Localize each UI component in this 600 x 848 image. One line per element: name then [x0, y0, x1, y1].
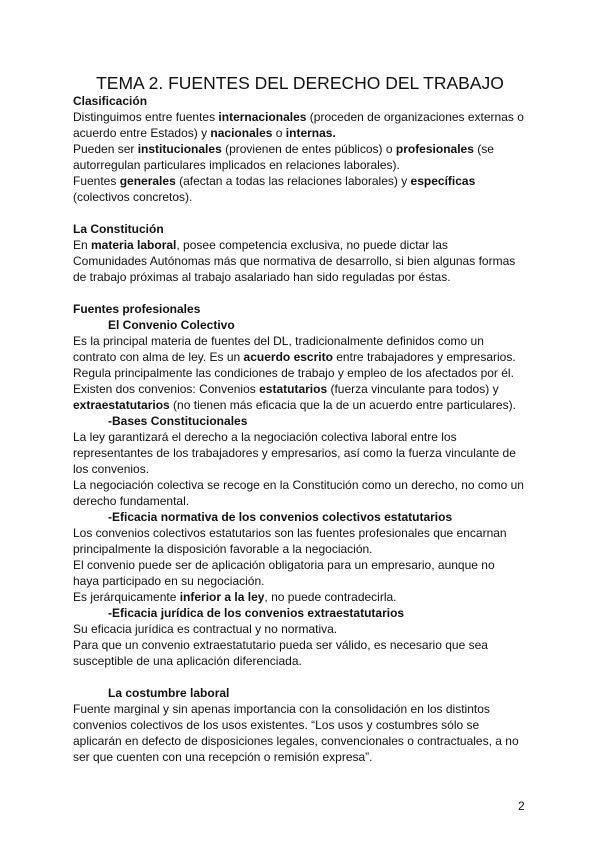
text-run: ser que cuenten con una recepción o remisión expresa”. [73, 750, 373, 764]
text-run: haya participado en su negociación. [73, 574, 265, 588]
bold-text-run: generales [119, 174, 176, 188]
text-run: Fuentes [73, 174, 120, 188]
text-run: principalmente la disposición favorable a la negociación. [73, 542, 373, 556]
text-run: En [73, 238, 92, 252]
text-run: contrato con alma de ley. Es un [73, 350, 244, 364]
text-run: susceptible de una aplicación diferenciada. [73, 654, 302, 668]
text-run: derecho fundamental. [73, 494, 190, 508]
text-run: Es la principal materia de fuentes del DL, tradicionalmente definidos como un [73, 334, 484, 348]
subheading-costumbre-laboral [108, 685, 568, 701]
bold-text-run: profesionales [395, 142, 474, 156]
text-line [73, 749, 533, 765]
text-run: (provienen de entes públicos) o [221, 142, 396, 156]
text-line [73, 653, 533, 669]
text-line [73, 125, 533, 141]
heading-clasificacion [73, 93, 533, 109]
text-line [73, 445, 533, 461]
bold-text-run: internacionales [218, 110, 307, 124]
bold-text-run: La costumbre laboral [108, 686, 230, 700]
text-run: aplicarán en defecto de disposiciones legales, convencionales o contractuales, a no [73, 734, 519, 748]
text-line [73, 541, 533, 557]
text-line [73, 429, 533, 445]
text-line [73, 333, 533, 349]
bold-text-run: institucionales [137, 142, 222, 156]
text-line [73, 589, 533, 605]
text-line [73, 701, 533, 717]
bold-text-run: Fuentes profesionales [73, 302, 201, 316]
document-title: TEMA 2. FUENTES DEL DERECHO DEL TRABAJO [96, 73, 504, 93]
text-run: Para que un convenio extraestatutario pueda ser válido, es necesario que sea [73, 638, 488, 652]
text-run: La ley garantizará el derecho a la negociación colectiva laboral entre los [73, 430, 457, 444]
text-run: El convenio puede ser de aplicación obligatoria para un empresario, aunque no [73, 558, 495, 572]
text-line [73, 253, 533, 269]
bold-text-run: materia laboral [91, 238, 177, 252]
subheading-eficacia-juridica [108, 605, 568, 621]
text-run: Comunidades Autónomas más que normativa de desarrollo, si bien algunas formas [73, 254, 516, 268]
text-run: representantes de los trabajadores y empresarios, así como la fuerza vinculante de [73, 446, 516, 460]
text-line [73, 477, 533, 493]
text-line [73, 173, 533, 189]
text-run: (proceden de organizaciones externas o [306, 110, 524, 124]
text-run: (fuerza vinculante para todos) y [327, 382, 499, 396]
text-line [73, 365, 533, 381]
text-run: , posee competencia exclusiva, no puede dictar las [176, 238, 448, 252]
text-run: autorregulan particulares implicados en relaciones laborales). [73, 158, 400, 172]
text-line [73, 525, 533, 541]
text-run: (afectan a todas las relaciones laborales) y [175, 174, 411, 188]
text-line [73, 109, 533, 125]
subheading-eficacia-normativa [108, 509, 568, 525]
text-run: convenios colectivos de los usos existentes. “Los usos y costumbres sólo se [73, 718, 480, 732]
text-line [73, 621, 533, 637]
text-run: , no puede contradecirla. [264, 590, 397, 604]
text-run: (se [473, 142, 494, 156]
bold-text-run: La Constitución [73, 222, 164, 236]
text-run: Pueden ser [73, 142, 138, 156]
bold-text-run: inferior a la ley [179, 590, 265, 604]
subheading-bases-constitucionales [108, 413, 568, 429]
text-line [73, 717, 533, 733]
text-line [73, 269, 533, 285]
heading-constitucion [73, 221, 533, 237]
heading-fuentes-profesionales [73, 301, 533, 317]
text-line [73, 189, 533, 205]
bold-text-run: -Bases Constitucionales [108, 414, 248, 428]
bold-text-run: estatutarios [259, 382, 328, 396]
text-run: Fuente marginal y sin apenas importancia con la consolidación en los distintos [73, 702, 490, 716]
text-line [73, 157, 533, 173]
text-line [73, 573, 533, 589]
text-run: Su eficacia jurídica es contractual y no normativa. [73, 622, 338, 636]
text-run: acuerdo entre Estados) y [73, 126, 211, 140]
bold-text-run: específicas [410, 174, 476, 188]
text-run: La negociación colectiva se recoge en la Constitución como un derecho, no como un [73, 478, 524, 492]
bold-text-run: -Eficacia normativa de los convenios colectivos estatutarios [108, 510, 453, 524]
text-run: entre trabajadores y empresarios. [332, 350, 516, 364]
text-run: Es jerárquicamente [73, 590, 180, 604]
bold-text-run: acuerdo escrito [243, 350, 333, 364]
subheading-convenio-colectivo [108, 317, 568, 333]
text-run: (no tienen más eficacia que la de un acuerdo entre particulares). [169, 398, 516, 412]
text-run: Distinguimos entre fuentes [73, 110, 219, 124]
text-line [73, 557, 533, 573]
text-line [73, 733, 533, 749]
text-run: o [272, 126, 286, 140]
text-line [73, 349, 533, 365]
text-line [73, 381, 533, 397]
text-line [73, 397, 533, 413]
bold-text-run: -Eficacia jurídica de los convenios extraestatutarios [108, 606, 405, 620]
bold-text-run: El Convenio Colectivo [108, 318, 235, 332]
text-run: Regula principalmente las condiciones de trabajo y empleo de los afectados por él. [73, 366, 514, 380]
text-line [73, 141, 533, 157]
text-run: de trabajo próximas al trabajo asalariado han sido reguladas por éstas. [73, 270, 451, 284]
text-run: los convenios. [73, 462, 150, 476]
text-line [73, 493, 533, 509]
bold-text-run: extraestatutarios [73, 398, 170, 412]
bold-text-run: internas. [285, 126, 336, 140]
bold-text-run: nacionales [210, 126, 273, 140]
text-line [73, 461, 533, 477]
bold-text-run: Clasificación [73, 94, 148, 108]
text-run: Existen dos convenios: Convenios [73, 382, 260, 396]
text-run: Los convenios colectivos estatutarios son las fuentes profesionales que encarnan [73, 526, 507, 540]
page-number: 2 [518, 799, 525, 813]
text-line [73, 237, 533, 253]
text-line [73, 637, 533, 653]
text-run: (colectivos concretos). [73, 190, 193, 204]
